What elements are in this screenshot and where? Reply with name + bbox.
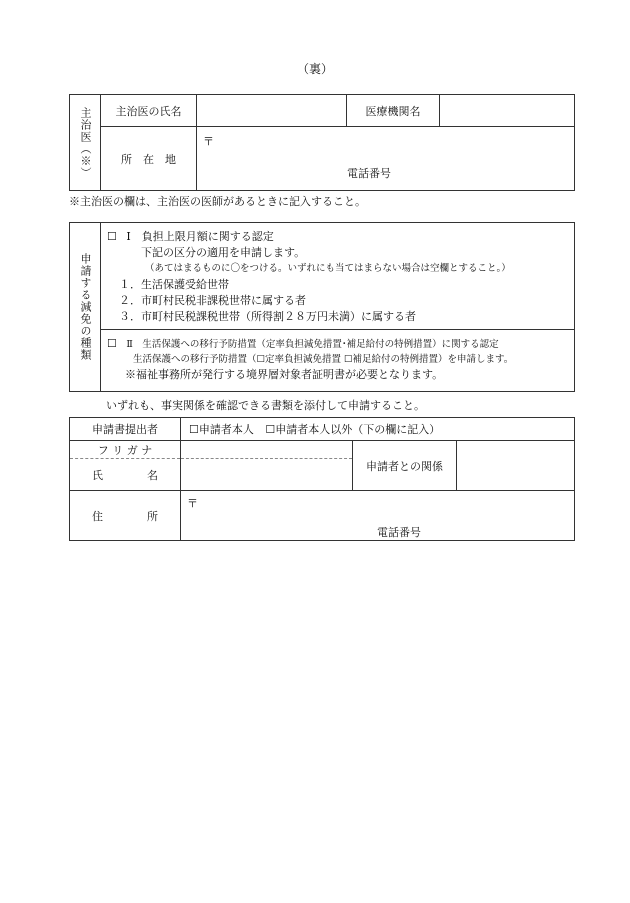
option1-item-1[interactable]: １．生活保護受給世帯	[119, 278, 229, 291]
reduction-footnote: いずれも、事実関係を確認できる書類を添付して申請すること。	[106, 399, 425, 412]
option2-title: Ⅱ 生活保護への移行予防措置（定率負担減免措置･補足給付の特例措置）に関する認定	[126, 339, 499, 350]
submitter-label: 申請書提出者	[70, 418, 181, 441]
applicant-table	[69, 417, 575, 541]
doctor-footnote: ※主治医の欄は、主治医の医師があるときに記入すること。	[69, 195, 366, 208]
page-header: （裏）	[296, 62, 333, 76]
applicant-address-label: 住 所	[70, 491, 181, 541]
applicant-name-field[interactable]	[181, 459, 353, 491]
reduction-side-label-cell	[70, 223, 101, 392]
doctor-name-field[interactable]	[197, 95, 347, 127]
reduction-side-label: 申請する減免の種類	[79, 253, 92, 361]
option1-note: （あてはまるものに〇をつける。いずれにも当てはまらない場合は空欄とすること。）	[145, 263, 511, 274]
option1-item-3[interactable]: ３．市町村民税課税世帯（所得割２８万円未満）に属する者	[119, 310, 416, 323]
applicant-postal-mark: 〒	[187, 497, 198, 510]
submitter-options	[181, 418, 575, 441]
relation-field[interactable]	[457, 441, 575, 491]
option2-checkbox[interactable]: ☐	[107, 337, 117, 350]
relation-label: 申請者との関係	[353, 441, 457, 491]
option-self[interactable]: ☐申請者本人	[189, 423, 254, 436]
applicant-name-label: 氏 名	[70, 459, 181, 491]
applicant-address-field[interactable]	[181, 491, 575, 541]
doctor-side-label: 主治医（※）	[79, 106, 92, 179]
option2-line3: ※福祉事務所が発行する境界層対象者証明書が必要となります。	[125, 368, 444, 381]
doctor-table	[69, 94, 575, 191]
reduction-table	[69, 222, 575, 392]
option1-item-2[interactable]: ２．市町村民税非課税世帯に属する者	[119, 294, 306, 307]
institution-label: 医療機関名	[347, 95, 440, 127]
option-other[interactable]: ☐申請者本人以外（下の欄に記入）	[265, 423, 441, 436]
furigana-field[interactable]	[181, 441, 353, 459]
option1-title: Ⅰ 負担上限月額に関する認定	[126, 230, 274, 243]
option2-cell	[101, 330, 575, 392]
doctor-name-label: 主治医の氏名	[101, 95, 197, 127]
option1-cell	[101, 223, 575, 330]
doctor-phone-label: 電話番号	[347, 167, 391, 180]
applicant-phone-label: 電話番号	[377, 526, 421, 539]
doctor-address-field[interactable]	[197, 127, 575, 191]
option1-checkbox[interactable]: ☐	[107, 230, 117, 243]
option2-line2: 生活保護への移行予防措置（☐定率負担減免措置 ☐補足給付の特例措置）を申請します。	[133, 354, 514, 365]
doctor-side-label-cell	[70, 95, 101, 191]
furigana-label: フ リ ガ ナ	[70, 441, 181, 459]
option1-line2: 下記の区分の適用を申請します。	[141, 246, 306, 259]
doctor-address-label: 所 在 地	[101, 127, 197, 191]
institution-field[interactable]	[440, 95, 575, 127]
postal-mark: 〒	[203, 135, 214, 148]
